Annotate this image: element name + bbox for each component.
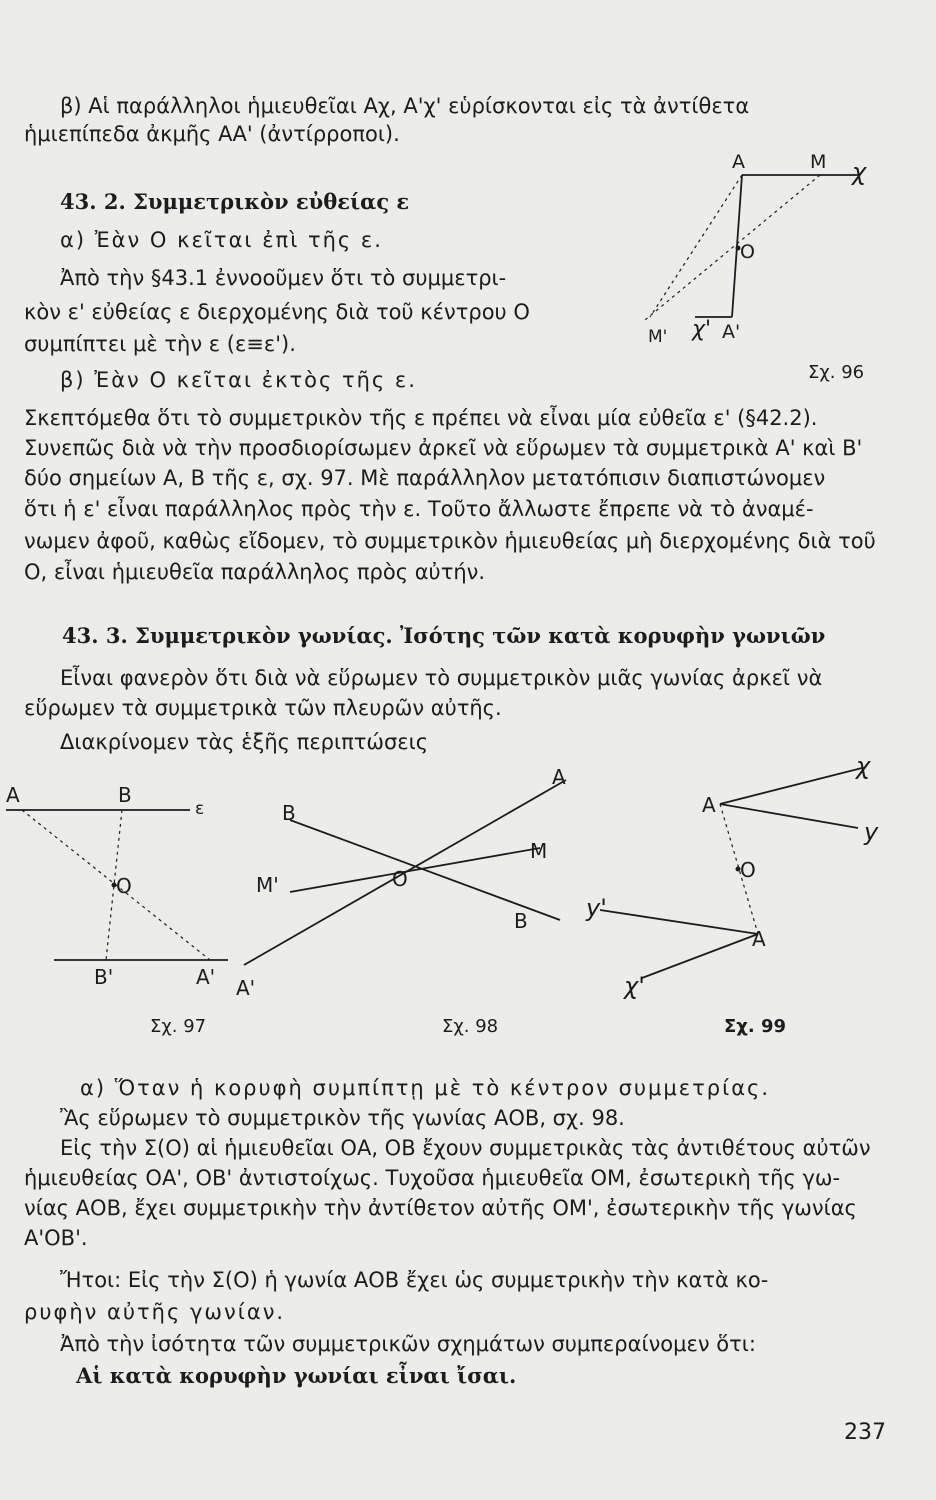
text-line: β) Αἱ παράλληλοι ἡμιευθεῖαι Αχ, Α'χ' εὑρίσκονται εἰς τὰ ἀντίθετα bbox=[60, 94, 750, 118]
label-Ap: A' bbox=[722, 321, 741, 343]
ray-Apyp bbox=[600, 910, 758, 934]
label-A: A bbox=[732, 151, 745, 173]
label-e: ε bbox=[195, 799, 205, 819]
conclusion-statement: Αἱ κατὰ κορυφὴν γωνίαι εἶναι ἴσαι. bbox=[76, 1363, 517, 1388]
line-BBp bbox=[290, 820, 560, 920]
label-O: O bbox=[116, 874, 132, 898]
text-line: Εἶναι φανερὸν ὅτι διὰ νὰ εὕρωμεν τὸ συμμετρικὸν μιᾶς γωνίας ἀρκεῖ νὰ bbox=[60, 666, 823, 690]
label-B: B bbox=[282, 801, 296, 825]
label-y: y bbox=[864, 818, 879, 846]
caption-fig-97: Σχ. 97 bbox=[150, 1016, 207, 1037]
text-line: Εἰς τὴν Σ(Ο) αἱ ἡμιευθεῖαι ΟΑ, ΟΒ ἔχουν συμμετρικὰς τὰς ἀντιθέτους αὐτῶν bbox=[60, 1136, 871, 1160]
text-line: Ἀπὸ τὴν ἰσότητα τῶν συμμετρικῶν σχημάτων συμπεραίνομεν ὅτι: bbox=[60, 1332, 756, 1356]
text-line: ἡμιεπίπεδα ἀκμῆς ΑΑ' (ἀντίρροποι). bbox=[24, 122, 400, 146]
text-line: α) Ὅταν ἡ κορυφὴ συμπίπτῃ μὲ τὸ κέντρον συμμετρίας. bbox=[80, 1076, 771, 1100]
line-MMp bbox=[290, 848, 540, 892]
label-M: M bbox=[530, 839, 548, 863]
label-O: O bbox=[740, 858, 756, 882]
text-line: β) Ἐὰν Ο κεῖται ἐκτὸς τῆς ε. bbox=[60, 368, 417, 392]
text-line: Ἂς εὕρωμεν τὸ συμμετρικὸν τῆς γωνίας ΑΟΒ, σχ. 98. bbox=[60, 1106, 625, 1130]
text-line: ὅτι ἡ ε' εἶναι παράλληλος πρὸς τὴν ε. Τοῦτο ἄλλωστε ἔπρεπε νὰ τὸ ἀναμέ- bbox=[24, 497, 814, 521]
text-line: νίας ΑΟΒ, ἔχει συμμετρικὴν τὴν ἀντίθετον αὐτῆς ΟΜ', ἐσωτερικὴν τῆς γωνίας bbox=[24, 1196, 857, 1220]
label-A: A bbox=[702, 793, 716, 817]
text-line: ἡμιευθείας ΟΑ', ΟΒ' ἀντιστοίχως. Τυχοῦσα ἡμιευθεῖα ΟΜ, ἐσωτερικὴ τῆς γω- bbox=[24, 1166, 841, 1190]
text-line: Σκεπτόμεθα ὅτι τὸ συμμετρικὸν τῆς ε πρέπει νὰ εἶναι μία εὐθεῖα ε' (§42.2). bbox=[24, 406, 818, 430]
label-O: O bbox=[392, 867, 408, 891]
text-line: νωμεν ἀφοῦ, καθὼς εἴδομεν, τὸ συμμετρικὸν ἡμιευθείας μὴ διερχομένης διὰ τοῦ bbox=[24, 529, 876, 553]
text-line: α) Ἐὰν Ο κεῖται ἐπὶ τῆς ε. bbox=[60, 228, 383, 252]
label-xp: χ' bbox=[624, 972, 645, 1000]
figure-96 bbox=[600, 140, 900, 400]
figure-98 bbox=[230, 760, 580, 1020]
label-M: M bbox=[810, 151, 827, 173]
label-xp: χ' bbox=[692, 317, 712, 342]
text-line: Ἀπὸ τὴν §43.1 ἐννοοῦμεν ὅτι τὸ συμμετρι- bbox=[60, 266, 507, 290]
label-yp: y' bbox=[586, 894, 607, 922]
text-line: δύο σημείων Α, Β τῆς ε, σχ. 97. Μὲ παράλληλον μετατόπισιν διαπιστώνομεν bbox=[24, 466, 826, 490]
section-heading-43-3: 43. 3. Συμμετρικὸν γωνίας. Ἰσότης τῶν κατὰ κορυφὴν γωνιῶν bbox=[62, 623, 826, 648]
label-Ap: A bbox=[752, 927, 766, 951]
caption-fig-96: Σχ. 96 bbox=[808, 362, 865, 383]
label-O: O bbox=[740, 241, 755, 263]
label-Mp: M' bbox=[648, 327, 668, 347]
label-x: χ bbox=[856, 752, 871, 780]
text-line: ρυφὴν αὐτῆς γωνίαν. bbox=[24, 1300, 286, 1324]
label-A: A bbox=[552, 765, 566, 789]
label-A: A bbox=[6, 783, 20, 807]
label-Ap: A' bbox=[236, 976, 256, 1000]
text-line: εὕρωμεν τὰ συμμετρικὰ τῶν πλευρῶν αὐτῆς. bbox=[24, 696, 502, 720]
label-x: χ bbox=[852, 158, 867, 186]
caption-fig-99: Σχ. 99 bbox=[724, 1016, 787, 1037]
section-heading-43-2: 43. 2. Συμμετρικὸν εὐθείας ε bbox=[60, 189, 410, 214]
text-line: συμπίπτει μὲ τὴν ε (ε≡ε'). bbox=[24, 332, 296, 356]
figure-97 bbox=[0, 770, 240, 1010]
figure-99 bbox=[580, 750, 880, 1010]
text-line: Ἤτοι: Εἰς τὴν Σ(Ο) ἡ γωνία ΑΟΒ ἔχει ὡς συμμετρικὴν τὴν κατὰ κο- bbox=[60, 1268, 769, 1292]
label-Bp: B' bbox=[94, 965, 114, 989]
text-line: Ο, εἶναι ἡμιευθεῖα παράλληλος πρὸς αὐτήν. bbox=[24, 560, 486, 584]
ray-Ay bbox=[720, 804, 858, 828]
text-line: Διακρίνομεν τὰς ἑξῆς περιπτώσεις bbox=[60, 730, 429, 754]
page-number: 237 bbox=[844, 1420, 886, 1445]
caption-fig-98: Σχ. 98 bbox=[442, 1016, 499, 1037]
label-Bp: B bbox=[514, 909, 528, 933]
text-line: Α'ΟΒ'. bbox=[24, 1226, 88, 1250]
label-Ap: A' bbox=[196, 965, 216, 989]
label-B: B bbox=[118, 783, 132, 807]
text-line: Συνεπῶς διὰ νὰ τὴν προσδιορίσωμεν ἀρκεῖ νὰ εὕρωμεν τὰ συμμετρικὰ Α' καὶ Β' bbox=[24, 436, 863, 460]
ray-Apxp bbox=[642, 934, 758, 978]
text-line: κὸν ε' εὐθείας ε διερχομένης διὰ τοῦ κέντρου Ο bbox=[24, 300, 530, 324]
label-Mp: M' bbox=[256, 873, 279, 897]
ray-Ax bbox=[720, 768, 862, 804]
